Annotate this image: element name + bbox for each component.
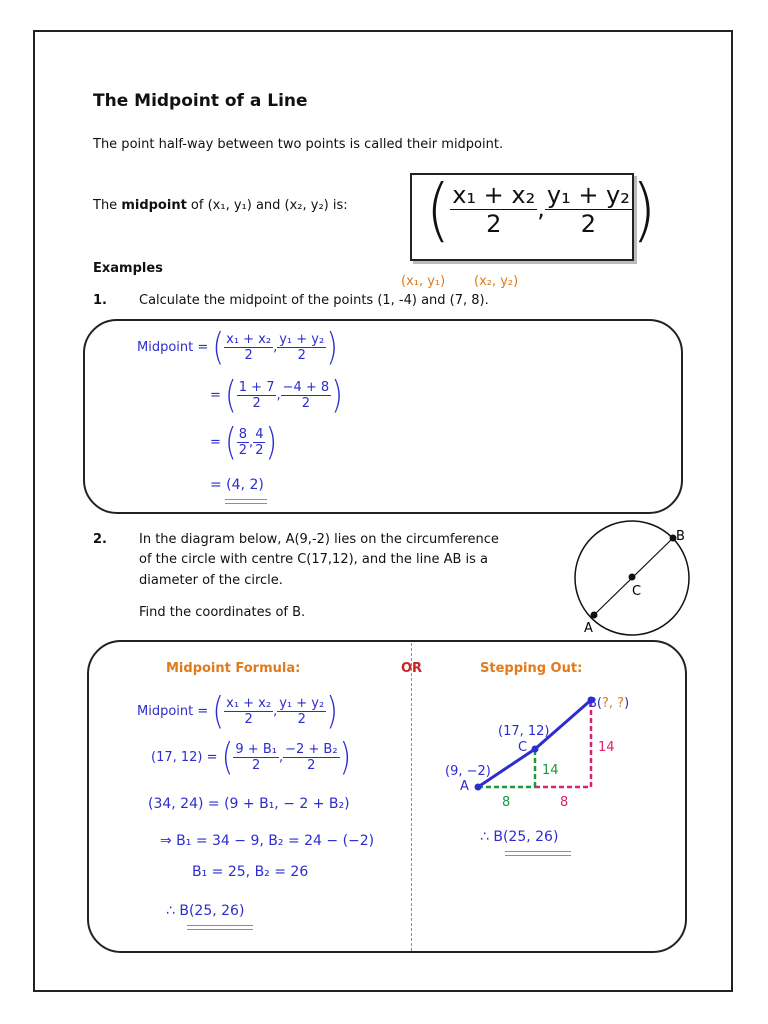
circle-label-c: C xyxy=(632,584,642,599)
example2-number: 2. xyxy=(93,532,107,547)
example2-question: Find the coordinates of B. xyxy=(139,605,306,620)
example1-question: Calculate the midpoint of the points (1, -4) and (7, 8). xyxy=(139,293,489,308)
step-coord-a: (9, −2) xyxy=(445,764,491,779)
ex2-line-substitute: (17, 12) = ( $\frac{\text{9 + B₁}}{2}$ , $\frac{\text{−2 + B₂}}{2}$ ) xyxy=(151,735,352,779)
ex2-line-formula: Midpoint = ( $\frac{\text{x₁ + x₂}}{2}$ , $\frac{\text{y₁ + y₂}}{2}$ ) xyxy=(137,689,338,733)
step-point-a xyxy=(475,784,482,791)
ex1-line-simplify: = ( $\frac{8}{2}$ , $\frac{4}{2}$ ) xyxy=(210,420,278,464)
page-title: The Midpoint of a Line xyxy=(93,91,308,111)
ex2-answer-stepping-underline xyxy=(505,851,571,856)
point-a-dot xyxy=(591,612,598,619)
ex1-answer: = (4, 2) xyxy=(210,477,264,493)
definition-text: The midpoint of (x₁, y₁) and (x₂, y₂) is: xyxy=(93,198,348,213)
circle-diagram xyxy=(560,520,710,638)
stepping-out-heading: Stepping Out: xyxy=(480,661,583,676)
intro-text: The point half-way between two points is called their midpoint. xyxy=(93,137,504,152)
ex2-answer-formula: ∴ B(25, 26) xyxy=(166,903,245,919)
step-point-c xyxy=(532,746,539,753)
ex2-answer-formula-underline xyxy=(187,925,253,930)
ex1-answer-underline xyxy=(225,499,267,504)
step-run-2: 8 xyxy=(560,795,569,810)
midpoint-formula-box xyxy=(410,168,657,261)
example2-line-3: diameter of the circle. xyxy=(139,573,283,588)
point-label-b: (x₂, y₂) xyxy=(474,274,519,289)
step-rise-1: 14 xyxy=(542,763,559,778)
or-label: OR xyxy=(401,661,423,676)
ex1-line-substitute: = ( $\frac{1 + 7}{2}$ , $\frac{-4 + 8}{2}$ ) xyxy=(210,373,343,417)
ex2-line-solve: ⇒ B₁ = 34 − 9, B₂ = 24 − (−2) xyxy=(160,833,375,849)
midpoint-formula-heading: Midpoint Formula: xyxy=(166,661,301,676)
point-c-dot xyxy=(629,574,636,581)
circle-label-a: A xyxy=(584,621,593,636)
step-label-a: A xyxy=(460,779,469,794)
examples-heading: Examples xyxy=(93,261,163,276)
ex2-answer-stepping: ∴ B(25, 26) xyxy=(480,829,559,845)
example2-line-2: of the circle with centre C(17,12), and the line AB is a xyxy=(139,552,489,567)
stepping-out-diagram xyxy=(430,685,660,815)
step-run-1: 8 xyxy=(502,795,511,810)
step-rise-2: 14 xyxy=(598,740,615,755)
step-coord-c: (17, 12) xyxy=(498,724,550,739)
example1-number: 1. xyxy=(93,293,107,308)
step-label-b: B(?, ?) xyxy=(588,696,630,711)
ex2-line-result: B₁ = 25, B₂ = 26 xyxy=(192,864,309,880)
point-label-a: (x₁, y₁) xyxy=(401,274,446,289)
ex1-line-formula: Midpoint = ( $\frac{\text{x₁ + x₂}}{2}$ , $\frac{\text{y₁ + y₂}}{2}$ ) xyxy=(137,325,338,369)
circle-label-b: B xyxy=(676,529,685,544)
ex2-line-multiply: (34, 24) = (9 + B₁, − 2 + B₂) xyxy=(148,796,350,812)
method-divider xyxy=(411,643,412,951)
step-label-c: C xyxy=(518,740,528,755)
midpoint-formula: ( $\frac{\text{x₁ + x₂}}{2}$ , $\frac{\text{y₁ + y₂}}{2}$ ) xyxy=(426,168,657,250)
example2-line-1: In the diagram below, A(9,-2) lies on the circumference xyxy=(139,532,499,547)
